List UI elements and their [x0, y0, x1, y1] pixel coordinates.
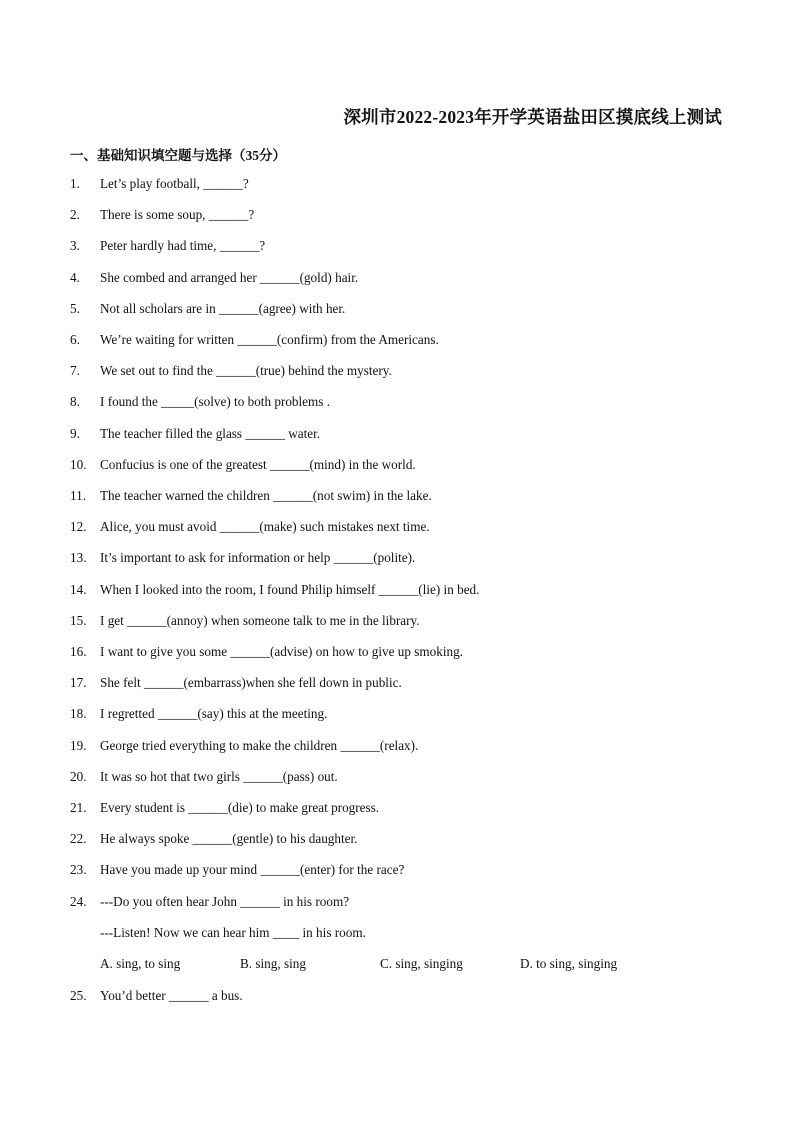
question-text: There is some soup, ______?	[100, 207, 255, 223]
question-number: 1.	[70, 176, 80, 191]
question-text: I found the _____(solve) to both problems .	[100, 394, 331, 410]
question-number: 25.	[70, 988, 87, 1003]
question-item	[70, 580, 479, 600]
question-number: 16.	[70, 644, 87, 659]
question-number: 17.	[70, 675, 87, 691]
question-number: 12.	[70, 519, 87, 535]
question-item	[70, 330, 439, 350]
question-text: The teacher warned the children ______(not swim) in the lake.	[100, 488, 432, 503]
question-text: It was so hot that two girls ______(pass) out.	[100, 768, 338, 784]
q24-option-c: C. sing, singing	[380, 956, 463, 971]
question-number: 21.	[70, 800, 87, 815]
question-item	[70, 299, 345, 319]
question-text: Every student is ______(die) to make great progress.	[100, 800, 380, 815]
question-text: George tried everything to make the children ______(relax).	[100, 737, 419, 753]
q24-option-d: D. to sing, singing	[520, 956, 618, 971]
question-text: Peter hardly had time, ______?	[100, 238, 266, 254]
question-number: 24.	[70, 893, 87, 909]
question-text: Alice, you must avoid ______(make) such mistakes next time.	[100, 519, 430, 535]
question-number: 23.	[70, 862, 87, 878]
q24-second-line: ---Listen! Now we can hear him ____ in his room.	[100, 925, 366, 940]
question-item	[70, 268, 358, 288]
question-number: 6.	[70, 332, 80, 347]
question-number: 20.	[70, 768, 87, 784]
question-number: 4.	[70, 269, 80, 285]
question-text: Confucius is one of the greatest ______(mind) in the world.	[100, 456, 416, 472]
question-number: 22.	[70, 831, 87, 847]
question-text: I want to give you some ______(advise) on how to give up smoking.	[100, 644, 463, 659]
question-item	[70, 986, 243, 1006]
question-number: 10.	[70, 456, 87, 472]
question-text: She combed and arranged her ______(gold) hair.	[100, 269, 359, 285]
question-number: 5.	[70, 300, 80, 316]
question-text: Not all scholars are in ______(agree) with her.	[100, 300, 346, 316]
question-number: 9.	[70, 425, 80, 441]
question-item	[70, 704, 327, 724]
question-item	[70, 236, 265, 256]
question-item	[70, 361, 392, 381]
question-item	[70, 736, 418, 756]
question-text: We’re waiting for written ______(confirm) from the Americans.	[100, 332, 439, 347]
question-item	[70, 174, 249, 194]
question-item	[70, 673, 402, 693]
question-number: 14.	[70, 581, 87, 597]
question-text: We set out to find the ______(true) behind the mystery.	[100, 363, 392, 379]
question-item	[70, 829, 357, 849]
question-number: 13.	[70, 550, 87, 566]
question-item	[70, 455, 416, 475]
question-item	[70, 611, 420, 631]
question-number: 3.	[70, 238, 80, 254]
question-text: It’s important to ask for information or help ______(polite).	[100, 550, 416, 566]
question-text: When I looked into the room, I found Philip himself ______(lie) in bed.	[100, 581, 480, 597]
section-heading: 一、基础知识填空题与选择（35分）	[70, 148, 286, 163]
q24-option-b: B. sing, sing	[240, 956, 306, 971]
question-number: 2.	[70, 207, 80, 223]
question-item	[70, 892, 349, 912]
question-number: 11.	[70, 488, 86, 503]
question-item	[70, 642, 463, 662]
question-text: You’d better ______ a bus.	[100, 988, 243, 1003]
question-item	[70, 767, 338, 787]
question-number: 18.	[70, 706, 87, 722]
question-text: I get ______(annoy) when someone talk to me in the library.	[100, 612, 420, 628]
question-item	[70, 798, 379, 818]
question-text: He always spoke ______(gentle) to his daughter.	[100, 831, 358, 847]
question-number: 19.	[70, 737, 87, 753]
question-item	[70, 860, 404, 880]
page-title: 深圳市2022-2023年开学英语盐田区摸底线上测试	[343, 107, 722, 127]
question-number: 7.	[70, 363, 80, 379]
question-text: Let’s play football, ______?	[100, 176, 249, 191]
question-number: 15.	[70, 612, 87, 628]
question-text: ---Do you often hear John ______ in his room?	[100, 893, 350, 909]
question-text: The teacher filled the glass ______ water.	[100, 425, 321, 441]
q24-option-a: A. sing, to sing	[100, 956, 181, 971]
question-item	[70, 424, 320, 444]
question-item	[70, 548, 415, 568]
question-item	[70, 486, 432, 506]
question-text: Have you made up your mind ______(enter) for the race?	[100, 862, 405, 878]
question-item	[70, 517, 430, 537]
question-text: I regretted ______(say) this at the meeting.	[100, 706, 328, 722]
question-item	[70, 205, 254, 225]
question-number: 8.	[70, 394, 80, 410]
question-item	[70, 392, 330, 412]
question-text: She felt ______(embarrass)when she fell down in public.	[100, 675, 402, 691]
